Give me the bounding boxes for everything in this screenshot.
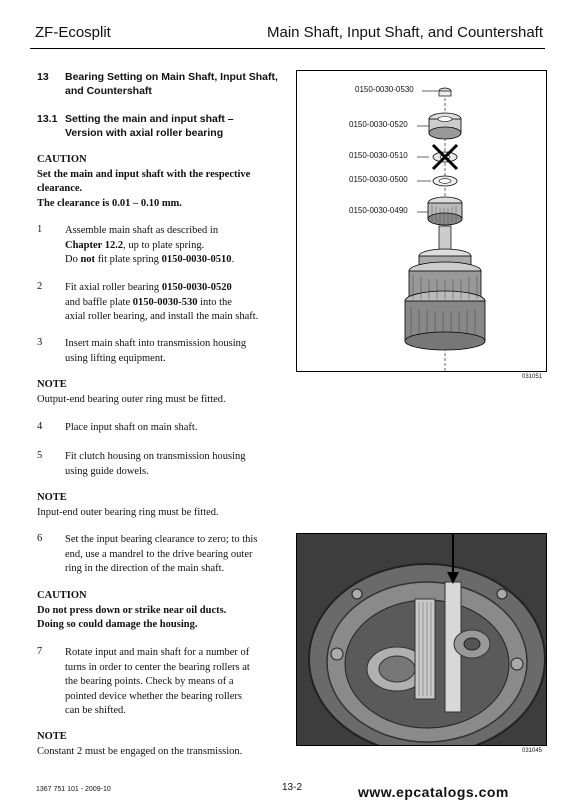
page-number: 13-2 [282,782,303,793]
step-line [65,253,290,268]
step-line: ring in the direction of the main shaft. [65,563,225,574]
part-label: 0150-0030-0510 [349,151,408,160]
step-line [65,296,290,311]
note-block [37,491,277,520]
section-number: 13 [37,71,49,83]
step-line: Fit clutch housing on transmission housing [65,451,246,462]
step-line: the bearing points. Check by means of a [65,676,234,687]
step-text [65,281,290,325]
step-number: 7 [37,646,43,657]
housing-photo [297,534,546,745]
caution-block [37,153,277,211]
note-block [37,730,287,759]
exploded-view-figure [296,70,547,372]
part-label: 0150-0030-0520 [349,120,408,129]
caution-heading: CAUTION [37,590,87,601]
step-number: 5 [37,450,43,461]
step-line: axial roller bearing, and install the main shaft. [65,311,259,322]
figure-code: 031051 [522,374,543,380]
step-number: 1 [37,224,43,235]
part-label: 0150-0030-0490 [349,206,408,215]
gear-ring-part [428,197,462,225]
part-number: 0150-0030-0510 [161,254,232,265]
step-line: turns in order to center the bearing rollers at [65,661,250,673]
note-text: Input-end outer bearing ring must be fitted. [37,506,219,518]
watermark: www.epcatalogs.com [358,784,509,800]
caution-clearance: The clearance is 0.01 – 0.10 mm. [37,197,182,209]
step-text [65,421,290,436]
step-line [65,281,290,296]
subsection-number: 13.1 [37,113,58,125]
section-title [65,70,278,98]
washer-part [433,176,457,186]
caution-text: Set the main and input shaft with the respective [37,168,251,180]
step-line: Insert main shaft into transmission housing [65,338,247,349]
exploded-view-drawing [297,71,546,371]
step-line: can be shifted. [65,705,126,716]
note-heading: NOTE [37,492,67,503]
step-number: 2 [37,281,43,292]
step-line: pointed device whether the bearing rollers [65,690,242,702]
note-block [37,378,277,407]
note-text: Constant 2 must be engaged on the transmission. [37,745,243,757]
figure-code: 031045 [522,748,543,754]
step-line: Rotate input and main shaft for a number of [65,647,250,658]
step-text-fragment: Do [65,254,81,265]
section-title-line: and Countershaft [65,85,152,97]
step-number: 3 [37,337,43,348]
step-line: end, use a mandrel to the drive bearing outer [65,548,253,560]
caution-text: Do not press down or strike near oil ducts. [37,604,227,616]
note-text: Output-end bearing outer ring must be fitted. [37,393,226,405]
caution-heading: CAUTION [37,154,87,165]
subsection-title-line: Setting the main and input shaft – [65,113,234,125]
subsection-title-line: Version with axial roller bearing [65,127,224,139]
step-text-fragment: , up to plate spring. [123,239,205,251]
part-number: 0150-0030-0520 [161,282,232,293]
step-text [65,450,290,479]
step-text-fragment: . [231,254,235,265]
header-rule [30,48,545,49]
step-text-fragment: into the [197,296,232,308]
step-number: 4 [37,421,43,432]
chapter-title: Main Shaft, Input Shaft, and Countershaft [266,24,543,41]
step-line: using lifting equipment. [65,352,166,364]
step-number: 6 [37,533,43,544]
part-label: 0150-0030-0530 [355,85,414,94]
part-number: 0150-0030-530 [132,296,198,308]
caution-text: Doing so could damage the housing. [37,619,198,630]
axial-roller-bearing-part [429,113,461,139]
step-text-fragment: Fit axial roller bearing [65,282,162,293]
baffle-plate-part [439,88,451,96]
document-title: ZF-Ecosplit [35,24,111,41]
step-text [65,224,290,268]
step-line: using guide dowels. [65,465,149,477]
document-number: 1367 751 101 - 2009-10 [36,786,111,793]
caution-block [37,589,277,633]
step-line [65,239,290,254]
subsection-title [65,112,234,140]
main-shaft-part [405,226,485,350]
section-title-line: Bearing Setting on Main Shaft, Input Shaft, [65,71,278,83]
step-line: Assemble main shaft as described in [65,225,219,236]
step-text-fragment: fit plate spring [95,254,162,265]
emphasis: not [80,254,96,265]
housing-photo-figure [296,533,547,746]
step-line: Set the input bearing clearance to zero; to this [65,534,258,545]
chapter-reference: Chapter 12.2 [65,239,124,251]
part-label: 0150-0030-0500 [349,175,408,184]
step-line: Place input shaft on main shaft. [65,422,198,433]
step-text [65,533,290,577]
step-text [65,337,290,366]
step-text-fragment: and baffle plate [65,296,133,308]
step-text [65,646,290,719]
note-heading: NOTE [37,379,67,390]
caution-text: clearance. [37,183,83,194]
note-heading: NOTE [37,731,67,742]
